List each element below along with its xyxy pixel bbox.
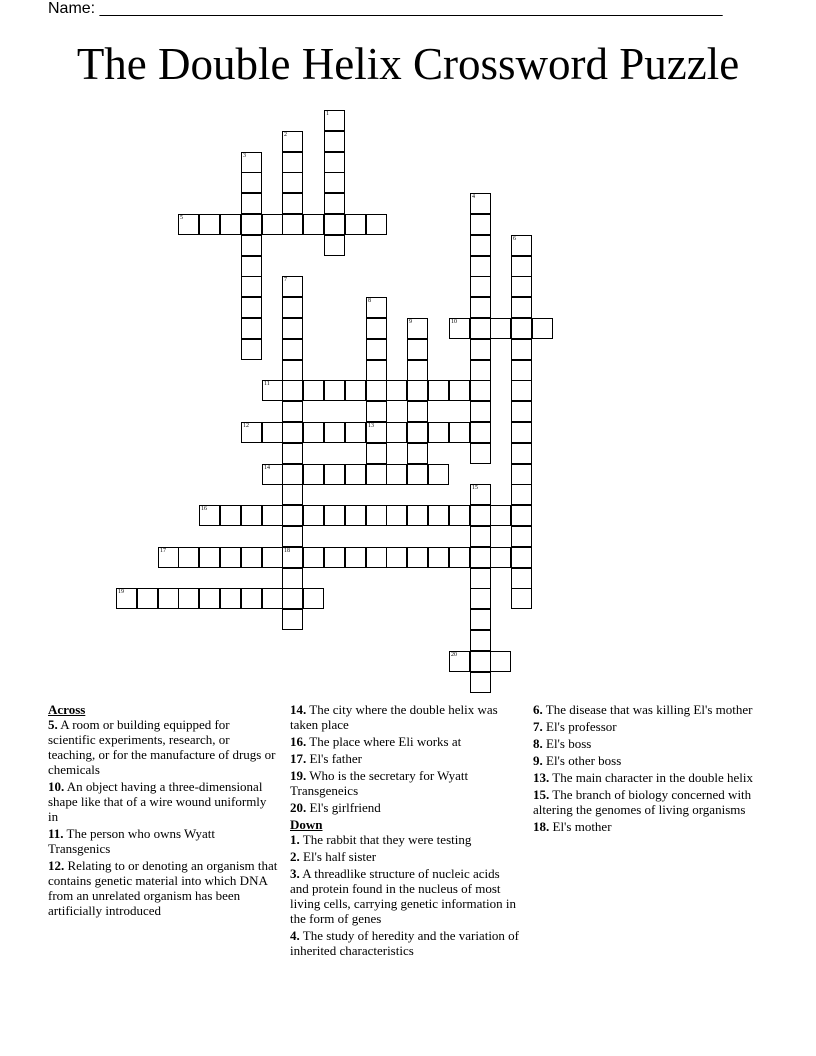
grid-cell[interactable] [511,339,532,360]
grid-cell[interactable] [407,505,428,526]
grid-cell[interactable] [428,547,449,568]
clue-item-number: 14. [290,702,307,717]
clue-number: 9 [409,319,412,325]
grid-cell[interactable] [303,464,324,485]
clue-item-number: 6. [533,702,543,717]
grid-cell[interactable] [262,505,283,526]
grid-cell[interactable] [324,193,345,214]
grid-cell[interactable] [470,360,491,381]
grid-cell[interactable] [199,588,220,609]
grid-cell[interactable] [324,235,345,256]
grid-cell[interactable] [511,360,532,381]
grid-cell[interactable] [386,422,407,443]
grid-cell[interactable] [282,193,303,214]
clue-item [290,866,520,926]
grid-cell[interactable] [428,505,449,526]
grid-cell[interactable] [324,110,345,131]
grid-cell[interactable] [199,547,220,568]
grid-cell[interactable] [470,297,491,318]
clue-column-3 [533,702,763,836]
grid-cell[interactable] [470,588,491,609]
grid-cell[interactable] [511,588,532,609]
grid-cell[interactable] [262,588,283,609]
grid-cell[interactable] [407,547,428,568]
grid-cell[interactable] [345,214,366,235]
grid-cell[interactable] [470,256,491,277]
grid-cell[interactable] [345,422,366,443]
clue-item-text: A room or building equipped for scientific experiments, research, or teaching, or for the manufacture of drugs or chemicals [48,717,276,777]
grid-cell[interactable] [470,193,491,214]
grid-cell[interactable] [470,630,491,651]
clue-number: 12 [243,423,249,429]
clue-item [290,849,520,864]
clue-item-number: 8. [533,736,543,751]
clue-item [533,702,763,717]
grid-cell[interactable] [282,339,303,360]
grid-cell[interactable] [366,339,387,360]
clue-number: 14 [264,465,270,471]
grid-cell[interactable] [386,505,407,526]
clue-item [48,858,278,918]
grid-cell[interactable] [282,131,303,152]
grid-cell[interactable] [282,380,303,401]
grid-cell[interactable] [470,547,491,568]
grid-cell[interactable] [470,651,491,672]
grid-cell[interactable] [241,505,262,526]
grid-cell[interactable] [449,380,470,401]
grid-cell[interactable] [220,505,241,526]
grid-cell[interactable] [511,464,532,485]
clue-item-number: 3. [290,866,300,881]
grid-cell[interactable] [511,256,532,277]
grid-cell[interactable] [511,443,532,464]
grid-cell[interactable] [511,380,532,401]
clue-item-number: 13. [533,770,550,785]
grid-cell[interactable] [324,547,345,568]
grid-cell[interactable] [407,318,428,339]
grid-cell[interactable] [324,505,345,526]
clue-item-text: The study of heredity and the variation of inherited characteristics [290,928,520,958]
grid-cell[interactable] [511,235,532,256]
grid-cell[interactable] [449,505,470,526]
clue-item-number: 17. [290,751,307,766]
grid-cell[interactable] [241,152,262,173]
clue-number: 16 [201,506,207,512]
grid-cell[interactable] [262,214,283,235]
clue-item-number: 5. [48,717,58,732]
grid-cell[interactable] [241,339,262,360]
grid-cell[interactable] [158,547,179,568]
grid-cell[interactable] [470,609,491,630]
grid-cell[interactable] [303,422,324,443]
grid-cell[interactable] [490,318,511,339]
grid-cell[interactable] [470,568,491,589]
grid-cell[interactable] [470,484,491,505]
grid-cell[interactable] [241,235,262,256]
clue-number: 2 [284,132,287,138]
clue-number: 13 [368,423,374,429]
grid-cell[interactable] [220,588,241,609]
clue-item-text: An object having a three-dimensional shape like that of a wire wound uniformly in [48,779,267,824]
grid-cell[interactable] [449,547,470,568]
grid-cell[interactable] [470,318,491,339]
clue-item-text: El's mother [549,819,612,834]
clue-item-number: 16. [290,734,307,749]
grid-cell[interactable] [470,526,491,547]
grid-cell[interactable] [303,588,324,609]
grid-cell[interactable] [324,380,345,401]
grid-cell[interactable] [532,318,553,339]
clue-item-text: The branch of biology concerned with altering the genomes of living organisms [533,787,752,817]
grid-cell[interactable] [324,464,345,485]
grid-cell[interactable] [241,276,262,297]
clue-item [290,751,520,766]
clue-item-text: El's half sister [299,849,377,864]
clue-item-number: 1. [290,832,300,847]
grid-cell[interactable] [345,380,366,401]
grid-cell[interactable] [407,464,428,485]
grid-cell[interactable] [366,214,387,235]
clue-item [290,832,520,847]
grid-cell[interactable] [366,464,387,485]
clue-item [290,702,520,732]
grid-cell[interactable] [241,256,262,277]
grid-cell[interactable] [116,588,137,609]
clue-number: 8 [368,298,371,304]
grid-cell[interactable] [282,276,303,297]
grid-cell[interactable] [428,422,449,443]
grid-cell[interactable] [282,443,303,464]
clue-item-number: 11. [48,826,64,841]
clue-number: 11 [264,381,270,387]
grid-cell[interactable] [470,401,491,422]
grid-cell[interactable] [199,214,220,235]
grid-cell[interactable] [282,401,303,422]
grid-cell[interactable] [470,339,491,360]
grid-cell[interactable] [366,401,387,422]
clue-item-number: 15. [533,787,550,802]
clue-item [290,768,520,798]
grid-cell[interactable] [366,318,387,339]
clue-item-text: El's boss [542,736,592,751]
across-heading: Across [48,702,86,717]
grid-cell[interactable] [428,380,449,401]
grid-cell[interactable] [470,672,491,693]
clue-item-text: A threadlike structure of nucleic acids and protein found in the nucleus of most living cells, carrying genetic information in the form of genes [290,866,516,926]
clue-item [48,717,278,777]
grid-cell[interactable] [386,380,407,401]
grid-cell[interactable] [366,380,387,401]
clue-item [48,779,278,824]
clue-item-number: 9. [533,753,543,768]
grid-cell[interactable] [303,380,324,401]
grid-cell[interactable] [470,235,491,256]
grid-cell[interactable] [137,588,158,609]
clue-item [533,719,763,734]
clue-item-text: Who is the secretary for Wyatt Transgeneics [290,768,469,798]
grid-cell[interactable] [511,422,532,443]
name-field[interactable]: Name: ______________________________________________________________________ [48,0,723,17]
clue-item-text: El's professor [542,719,617,734]
grid-cell[interactable] [511,401,532,422]
clue-item-text: The main character in the double helix [549,770,753,785]
clue-item-text: The disease that was killing El's mother [542,702,753,717]
grid-cell[interactable] [220,547,241,568]
clue-number: 7 [284,277,287,283]
grid-cell[interactable] [407,339,428,360]
grid-cell[interactable] [282,547,303,568]
grid-cell[interactable] [241,297,262,318]
grid-cell[interactable] [199,505,220,526]
clue-number: 15 [472,485,478,491]
clue-number: 17 [160,548,166,554]
clue-number: 4 [472,194,475,200]
clue-column-2 [290,702,520,960]
grid-cell[interactable] [324,172,345,193]
clue-item-number: 2. [290,849,300,864]
grid-cell[interactable] [282,609,303,630]
grid-cell[interactable] [178,588,199,609]
grid-cell[interactable] [282,152,303,173]
grid-cell[interactable] [428,464,449,485]
clue-number: 3 [243,153,246,159]
clue-number: 5 [180,215,183,221]
clue-item [290,800,520,815]
grid-cell[interactable] [511,505,532,526]
grid-cell[interactable] [407,401,428,422]
clue-item [533,753,763,768]
clue-number: 20 [451,652,457,658]
grid-cell[interactable] [282,588,303,609]
grid-cell[interactable] [282,318,303,339]
grid-cell[interactable] [303,547,324,568]
grid-cell[interactable] [386,547,407,568]
grid-cell[interactable] [449,318,470,339]
grid-cell[interactable] [449,651,470,672]
grid-cell[interactable] [511,568,532,589]
clue-number: 18 [284,548,290,554]
grid-cell[interactable] [345,464,366,485]
clue-item-number: 19. [290,768,307,783]
clue-item-text: Relating to or denoting an organism that contains genetic material into which DNA from an unrelated organism has been artificially introduced [48,858,278,918]
clue-item-text: The person who owns Wyatt Transgenics [48,826,216,856]
grid-cell[interactable] [282,568,303,589]
grid-cell[interactable] [490,505,511,526]
clue-number: 10 [451,319,457,325]
grid-cell[interactable] [407,443,428,464]
grid-cell[interactable] [262,422,283,443]
grid-cell[interactable] [303,214,324,235]
grid-cell[interactable] [241,547,262,568]
clue-item-number: 10. [48,779,65,794]
grid-cell[interactable] [511,526,532,547]
grid-cell[interactable] [178,547,199,568]
grid-cell[interactable] [178,214,199,235]
clue-item [290,928,520,958]
grid-cell[interactable] [241,588,262,609]
grid-cell[interactable] [470,214,491,235]
grid-cell[interactable] [241,318,262,339]
clue-number: 19 [118,589,124,595]
grid-cell[interactable] [407,380,428,401]
clue-item-number: 7. [533,719,543,734]
grid-cell[interactable] [282,526,303,547]
grid-cell[interactable] [303,505,324,526]
grid-cell[interactable] [386,464,407,485]
grid-cell[interactable] [158,588,179,609]
grid-cell[interactable] [282,505,303,526]
clue-item [533,787,763,817]
clue-item-text: The city where the double helix was taken place [290,702,498,732]
grid-cell[interactable] [241,422,262,443]
grid-cell[interactable] [282,172,303,193]
grid-cell[interactable] [366,505,387,526]
grid-cell[interactable] [511,297,532,318]
grid-cell[interactable] [282,360,303,381]
clue-item-text: El's girlfriend [306,800,381,815]
down-heading: Down [290,817,323,832]
grid-cell[interactable] [324,214,345,235]
grid-cell[interactable] [366,360,387,381]
grid-cell[interactable] [282,464,303,485]
clue-item-text: El's father [306,751,363,766]
clue-number: 1 [326,111,329,117]
grid-cell[interactable] [324,131,345,152]
grid-cell[interactable] [511,318,532,339]
grid-cell[interactable] [324,152,345,173]
grid-cell[interactable] [470,443,491,464]
grid-cell[interactable] [366,443,387,464]
clue-item-number: 4. [290,928,300,943]
grid-cell[interactable] [470,422,491,443]
grid-cell[interactable] [262,547,283,568]
grid-cell[interactable] [262,380,283,401]
grid-cell[interactable] [241,193,262,214]
puzzle-title: The Double Helix Crossword Puzzle [76,39,740,89]
clue-item [48,826,278,856]
grid-cell[interactable] [490,651,511,672]
grid-cell[interactable] [282,214,303,235]
grid-cell[interactable] [470,380,491,401]
clue-item [533,736,763,751]
clue-item-text: The rabbit that they were testing [299,832,472,847]
clue-item [533,819,763,834]
grid-cell[interactable] [490,547,511,568]
clue-item-number: 12. [48,858,65,873]
clue-item-number: 18. [533,819,550,834]
clue-item-text: The place where Eli works at [306,734,462,749]
grid-cell[interactable] [282,484,303,505]
grid-cell[interactable] [511,547,532,568]
grid-cell[interactable] [345,547,366,568]
grid-cell[interactable] [262,464,283,485]
clue-item-number: 20. [290,800,307,815]
clue-column-1 [48,702,278,920]
grid-cell[interactable] [345,505,366,526]
clue-item [290,734,520,749]
grid-cell[interactable] [282,422,303,443]
grid-cell[interactable] [324,422,345,443]
clue-number: 6 [513,236,516,242]
clue-item-text: El's other boss [542,753,622,768]
grid-cell[interactable] [366,422,387,443]
grid-cell[interactable] [241,172,262,193]
grid-cell[interactable] [366,547,387,568]
clue-item [533,770,763,785]
grid-cell[interactable] [407,422,428,443]
grid-cell[interactable] [470,505,491,526]
grid-cell[interactable] [241,214,262,235]
grid-cell[interactable] [470,276,491,297]
grid-cell[interactable] [449,422,470,443]
grid-cell[interactable] [511,276,532,297]
grid-cell[interactable] [282,297,303,318]
grid-cell[interactable] [366,297,387,318]
grid-cell[interactable] [407,360,428,381]
grid-cell[interactable] [220,214,241,235]
grid-cell[interactable] [511,484,532,505]
